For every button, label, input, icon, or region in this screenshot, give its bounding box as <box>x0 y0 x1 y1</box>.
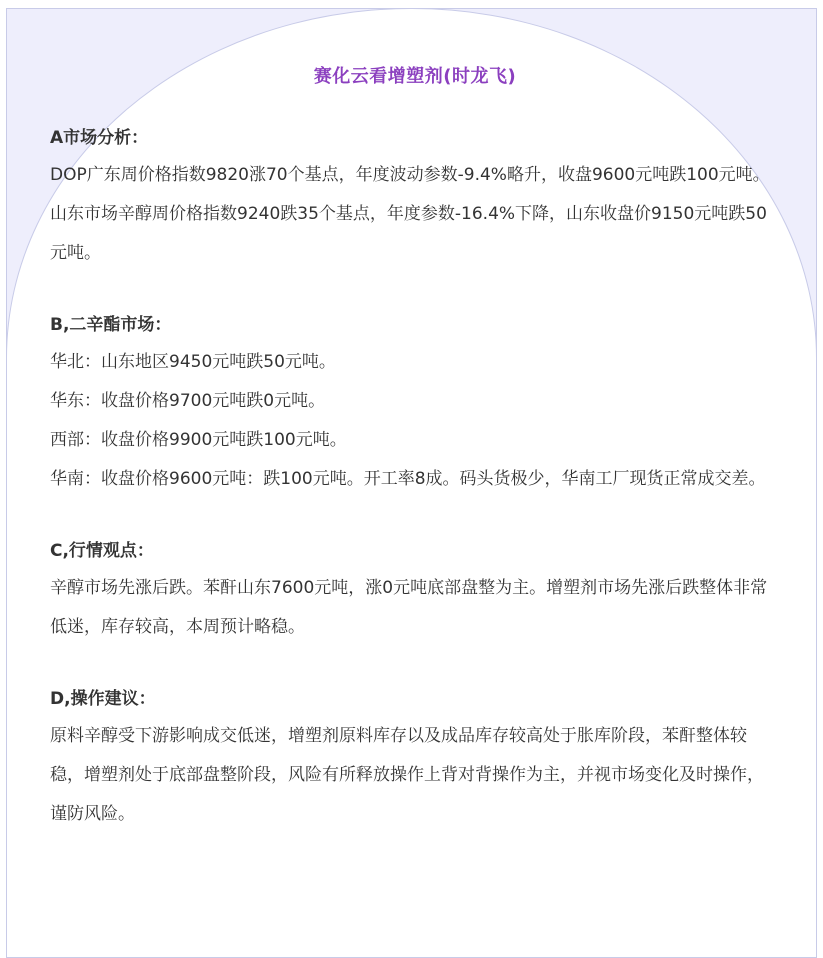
paragraph: 辛醇市场先涨后跌。苯酐山东7600元吨，涨0元吨底部盘整为主。增塑剂市场先涨后跌整体非常低迷，库存较高，本周预计略稳。 <box>50 578 768 637</box>
section-heading-market-analysis: A市场分析： <box>50 128 149 148</box>
paragraph: 原料辛醇受下游影响成交低迷，增塑剂原料库存以及成品库存较高处于胀库阶段，苯酐整体较稳，增塑剂处于底部盘整阶段，风险有所释放操作上背对背操作为主，并视市场变化及时操作，谨防风险。 <box>50 726 764 824</box>
paragraph: 华东：收盘价格9700元吨跌0元吨。 <box>50 391 326 411</box>
section-heading-dioctyl-market: B,二辛酯市场： <box>50 315 172 335</box>
section-spacer <box>50 273 780 307</box>
article-body <box>50 120 780 834</box>
paragraph: 西部：收盘价格9900元吨跌100元吨。 <box>50 430 347 450</box>
paragraph: 华北：山东地区9450元吨跌50元吨。 <box>50 352 336 372</box>
section-heading-market-view: C,行情观点： <box>50 541 154 561</box>
paragraph: DOP广东周价格指数9820涨70个基点，年度波动参数-9.4%略升，收盘9600元吨跌100元吨。 <box>50 165 770 185</box>
section-heading-operation-advice: D,操作建议： <box>50 689 156 709</box>
article-title: 赛化云看增塑剂(时龙飞) <box>313 66 517 87</box>
paragraph: 华南：收盘价格9600元吨：跌100元吨。开工率8成。码头货极少，华南工厂现货正常成交差。 <box>50 469 766 489</box>
section-spacer <box>50 499 780 533</box>
section-spacer <box>50 647 780 681</box>
paragraph: 山东市场辛醇周价格指数9240跌35个基点，年度参数-16.4%下降，山东收盘价9150元吨跌50元吨。 <box>50 204 767 263</box>
